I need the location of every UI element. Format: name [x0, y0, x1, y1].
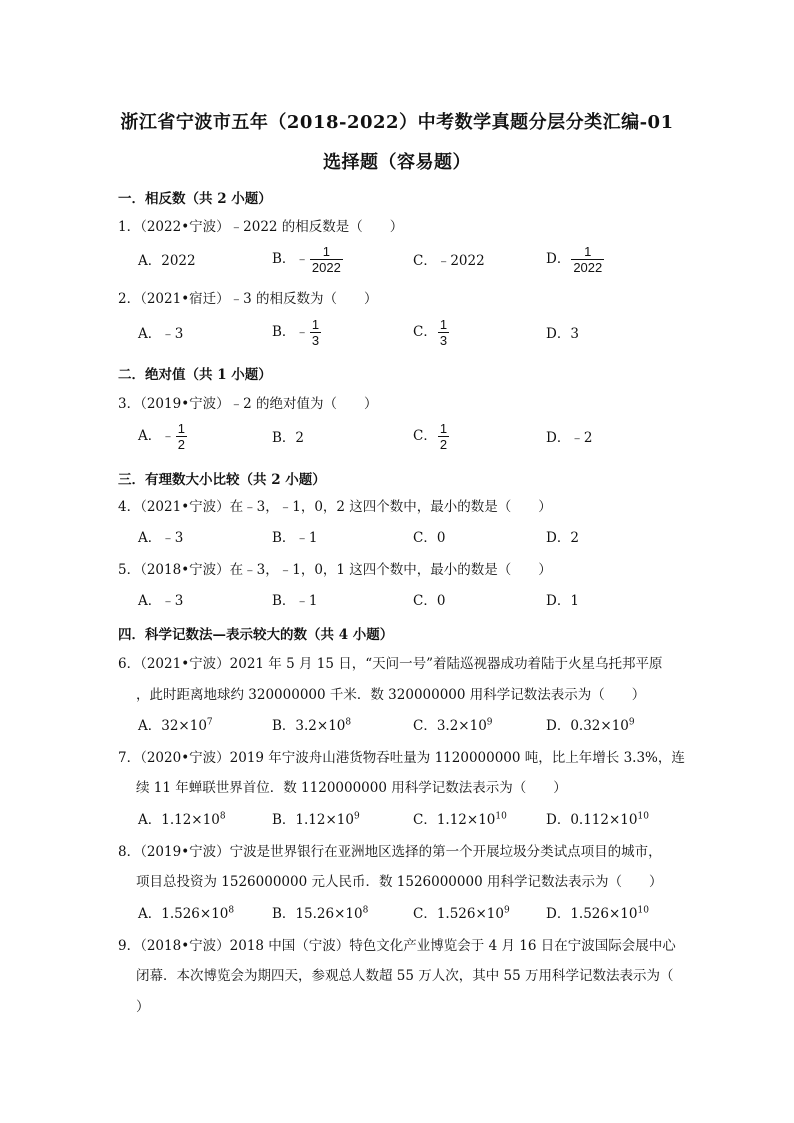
q8-option-b	[272, 904, 368, 924]
q7-option-c-exponent: 10	[495, 811, 507, 822]
q2-option-b-fraction	[310, 317, 321, 348]
q6-option-d	[546, 716, 635, 736]
section-heading-1: 一．相反数（共 2 小题）	[118, 191, 272, 207]
q8-option-d-base: D．1.526×10	[546, 906, 638, 922]
question-4-stem: 4．（2021•宁波）在﹣3，﹣1，0，2 这四个数中，最小的数是（ ）	[118, 499, 552, 515]
q7-option-d-exponent: 10	[637, 811, 649, 822]
q8-option-d-exponent: 10	[637, 905, 649, 916]
q6-option-a-exponent: 7	[206, 717, 213, 728]
q3-option-c-prefix: C．	[413, 428, 437, 444]
question-8-line-1: 8．（2019•宁波）宁波是世界银行在亚洲地区选择的第一个开展垃圾分类试点项目的城市，	[118, 844, 662, 860]
q6-option-b	[272, 716, 351, 736]
q6-option-a	[138, 716, 213, 736]
q3-option-b: B．2	[272, 430, 305, 446]
fraction-numerator: 1	[310, 244, 343, 260]
q8-option-a	[138, 904, 234, 924]
question-9-line-2: 闭幕．本次博览会为期四天，参观总人数超 55 万人次，其中 55 万用科学记数法表示为（	[136, 968, 674, 984]
q1-option-b	[272, 244, 343, 275]
q2-option-b-prefix: B．﹣	[272, 324, 309, 340]
q3-option-a-prefix: A．﹣	[138, 428, 175, 444]
q7-option-a-exponent: 8	[219, 811, 226, 822]
q2-option-c	[413, 317, 449, 348]
q6-option-d-exponent: 9	[628, 717, 635, 728]
q7-option-d	[546, 810, 649, 830]
fraction-denominator: 2022	[573, 260, 603, 275]
q6-option-c-exponent: 9	[486, 717, 493, 728]
title-line-1: 浙江省宁波市五年（2018-2022）中考数学真题分层分类汇编-01	[120, 112, 674, 133]
q1-option-d-fraction	[571, 244, 604, 275]
q7-option-b-exponent: 9	[353, 811, 360, 822]
q1-option-a: A．2022	[138, 253, 196, 269]
q5-option-c: C．0	[413, 593, 446, 609]
q7-option-a	[138, 810, 226, 830]
q8-option-c-exponent: 9	[503, 905, 510, 916]
q1-option-c: C．﹣2022	[413, 253, 485, 269]
q7-option-c-base: C．1.12×10	[413, 812, 496, 828]
q2-option-b	[272, 317, 321, 348]
question-5-stem: 5．（2018•宁波）在﹣3，﹣1，0，1 这四个数中，最小的数是（ ）	[118, 562, 552, 578]
q7-option-c	[413, 810, 507, 830]
q5-option-d: D．1	[546, 593, 579, 609]
q3-option-c-fraction	[438, 421, 449, 452]
q1-option-b-fraction	[310, 244, 343, 275]
q4-option-b: B．﹣1	[272, 530, 318, 546]
question-8-line-2: 项目总投资为 1526000000 元人民币．数 1526000000 用科学记数法表示为（ ）	[136, 874, 663, 890]
q7-option-d-base: D．0.112×10	[546, 812, 638, 828]
q6-option-c	[413, 716, 493, 736]
q5-option-b: B．﹣1	[272, 593, 318, 609]
q2-option-a: A．﹣3	[138, 326, 184, 342]
question-9-line-1: 9．（2018•宁波）2018 中国（宁波）特色文化产业博览会于 4 月 16 日在宁波国际会展中心	[118, 938, 676, 954]
section-heading-2: 二．绝对值（共 1 小题）	[118, 367, 272, 383]
q3-option-c	[413, 421, 449, 452]
q4-option-a: A．﹣3	[138, 530, 184, 546]
q7-option-a-base: A．1.12×10	[138, 812, 220, 828]
q7-option-b-base: B．1.12×10	[272, 812, 354, 828]
section-heading-4: 四．科学记数法—表示较大的数（共 4 小题）	[118, 627, 394, 643]
q7-option-b	[272, 810, 360, 830]
q4-option-d: D．2	[546, 530, 579, 546]
q6-option-b-base: B．3.2×10	[272, 718, 346, 734]
fraction-numerator: 1	[571, 244, 604, 260]
question-3-stem: 3．（2019•宁波）﹣2 的绝对值为（ ）	[118, 396, 378, 412]
fraction-numerator: 1	[311, 317, 320, 332]
fraction-denominator: 2	[439, 437, 448, 452]
q1-option-d	[546, 244, 604, 275]
question-7-line-2: 续 11 年蝉联世界首位．数 1120000000 用科学记数法表示为（ ）	[136, 780, 567, 796]
fraction-numerator: 1	[439, 317, 448, 332]
title-line-2: 选择题（容易题）	[323, 152, 471, 173]
q8-option-c-base: C．1.526×10	[413, 906, 504, 922]
q2-option-c-prefix: C．	[413, 324, 437, 340]
q4-option-c: C．0	[413, 530, 446, 546]
fraction-denominator: 3	[311, 333, 320, 348]
question-6-line-2: ，此时距离地球约 320000000 千米．数 320000000 用科学记数法表示为（ ）	[136, 687, 646, 703]
section-heading-3: 三．有理数大小比较（共 2 小题）	[118, 472, 326, 488]
question-1-stem: 1．（2022•宁波）﹣2022 的相反数是（ ）	[118, 219, 404, 235]
question-7-line-1: 7．（2020•宁波）2019 年宁波舟山港货物吞吐量为 1120000000 吨，比上年增长 3.3%，连	[118, 750, 685, 766]
q8-option-a-exponent: 8	[228, 905, 235, 916]
q5-option-a: A．﹣3	[138, 593, 184, 609]
q6-option-d-base: D．0.32×10	[546, 718, 629, 734]
q2-option-d: D．3	[546, 326, 579, 342]
q1-option-d-prefix: D．	[546, 251, 571, 267]
q8-option-d	[546, 904, 649, 924]
fraction-denominator: 2022	[311, 260, 341, 275]
q3-option-d: D．﹣2	[546, 430, 593, 446]
q6-option-a-base: A．32×10	[138, 718, 207, 734]
q3-option-a-fraction	[176, 421, 187, 452]
fraction-denominator: 3	[439, 333, 448, 348]
fraction-numerator: 1	[177, 421, 185, 436]
q1-option-b-prefix: B．﹣	[272, 251, 309, 267]
q6-option-c-base: C．3.2×10	[413, 718, 487, 734]
q3-option-a	[138, 421, 187, 452]
q2-option-c-fraction	[438, 317, 449, 348]
question-9-line-3: ）	[136, 999, 150, 1015]
q8-option-b-base: B．15.26×10	[272, 906, 363, 922]
q8-option-a-base: A．1.526×10	[138, 906, 229, 922]
q6-option-b-exponent: 8	[345, 717, 352, 728]
question-2-stem: 2．（2021•宿迁）﹣3 的相反数为（ ）	[118, 291, 378, 307]
q8-option-c	[413, 904, 510, 924]
fraction-numerator: 1	[439, 421, 448, 436]
question-6-line-1: 6．（2021•宁波）2021 年 5 月 15 日，“天问一号”着陆巡视器成功着陆于火星乌托邦平原	[118, 656, 663, 672]
fraction-denominator: 2	[177, 437, 185, 452]
q8-option-b-exponent: 8	[362, 905, 369, 916]
